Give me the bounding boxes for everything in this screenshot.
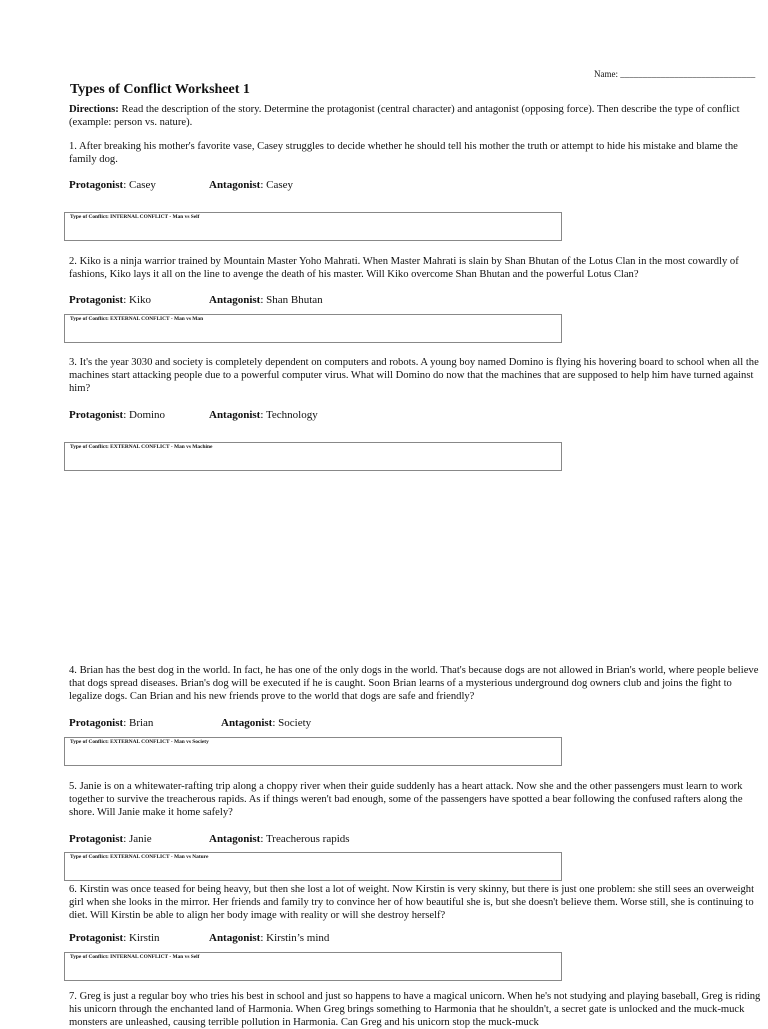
antagonist-2: Antagonist: Shan Bhutan xyxy=(209,294,323,306)
story-1: 1. After breaking his mother's favorite vase, Casey struggles to decide whether he should tell his mother the truth or attempt to hide his mistake and blame the family dog. xyxy=(69,141,738,165)
antagonist-1: Antagonist: Casey xyxy=(209,179,294,191)
conflict-type-5: Type of Conflict: EXTERNAL CONFLICT - Man vs Nature xyxy=(70,854,209,860)
conflict-answer-box-2[interactable] xyxy=(64,314,562,343)
conflict-answer-box-5[interactable] xyxy=(64,852,562,881)
name-field-label: Name: ______________________________ xyxy=(594,69,756,79)
protagonist-4: Protagonist: Brian xyxy=(69,717,154,729)
story-4: 4. Brian has the best dog in the world. In fact, he has one of the only dogs in the world. That's because dogs are not allowed in Brian's world, where people believe that dogs spread diseases. Brian's dog will be executed if he is caught. Soon Brian learns of a mysterious underground dog owners club and joins the fight to legalize dogs. Can Brian and his new friends prove to the world that dogs are safe and friendly? xyxy=(69,665,759,702)
antagonist-4: Antagonist: Society xyxy=(221,717,312,729)
protagonist-3: Protagonist: Domino xyxy=(69,409,166,421)
directions xyxy=(69,103,761,129)
directions-label: Directions: xyxy=(69,104,119,115)
conflict-type-3: Type of Conflict: EXTERNAL CONFLICT - Man vs Machine xyxy=(70,444,213,450)
story-7: 7. Greg is just a regular boy who tries his best in school and just so happens to have a magical unicorn. When he's not studying and playing baseball, Greg is riding his unicorn through the enchanted land of Harmonia. When Greg brings something to Harmonia that he shouldn't, a secret gate is unlocked and the muck-muck monsters are unleashed, causing terrible pollution in Harmonia. Can Greg and his unicorn stop the muck-muck xyxy=(69,991,761,1028)
antagonist-3: Antagonist: Technology xyxy=(209,409,318,421)
page-title: Types of Conflict Worksheet 1 xyxy=(70,82,250,97)
protagonist-2: Protagonist: Kiko xyxy=(69,294,151,306)
conflict-answer-box-3[interactable] xyxy=(64,442,562,471)
protagonist-5: Protagonist: Janie xyxy=(69,833,152,845)
conflict-type-6: Type of Conflict: INTERNAL CONFLICT - Man vs Self xyxy=(70,954,200,960)
story-6: 6. Kirstin was once teased for being heavy, but then she lost a lot of weight. Now Kirstin is very skinny, but there is just one problem: she still sees an overweight girl when she looks in the mirror. Her friends and family try to convince her of how beautiful she is, but she doesn't believe them. Worse still, she is continuing to diet. Will Kirstin be able to align her body image with reality or will she destroy herself? xyxy=(69,884,755,921)
conflict-type-4: Type of Conflict: EXTERNAL CONFLICT - Man vs Society xyxy=(70,739,209,745)
antagonist-6: Antagonist: Kirstin’s mind xyxy=(209,932,330,944)
protagonist-6: Protagonist: Kirstin xyxy=(69,932,160,944)
conflict-answer-box-6[interactable] xyxy=(64,952,562,981)
story-5: 5. Janie is on a whitewater-rafting trip along a choppy river when their guide suddenly has a heart attack. Now she and the other passengers must learn to work together to survive the treacherous rapids. As if things weren't bad enough, some of the passengers have spotted a bear following the confused rafters along the shore. Will Janie make it home safely? xyxy=(69,781,743,818)
conflict-type-1: Type of Conflict: INTERNAL CONFLICT - Man vs Self xyxy=(70,214,200,220)
story-3: 3. It's the year 3030 and society is completely dependent on computers and robots. A young boy named Domino is flying his hovering board to school when all the machines start attacking people due to a powerful computer virus. What will Domino do now that the machines that are supposed to help him have turned against him? xyxy=(69,357,759,394)
directions-text: Read the description of the story. Determine the protagonist (central character) and antagonist (opposing force). Then describe the type of conflict (example: person vs. nature). xyxy=(69,104,740,128)
story-2: 2. Kiko is a ninja warrior trained by Mountain Master Yoho Mahrati. When Master Mahrati is slain by Shan Bhutan of the Lotus Clan in the most cowardly of fashions, Kiko lays it all on the line to avenge the death of his master. Will Kiko overcome Shan Bhutan and the powerful Lotus Clan? xyxy=(69,256,739,280)
conflict-answer-box-1[interactable] xyxy=(64,212,562,241)
antagonist-5: Antagonist: Treacherous rapids xyxy=(209,833,350,845)
protagonist-1: Protagonist: Casey xyxy=(69,179,156,191)
conflict-type-2: Type of Conflict: EXTERNAL CONFLICT - Man vs Man xyxy=(70,316,204,322)
conflict-answer-box-4[interactable] xyxy=(64,737,562,766)
